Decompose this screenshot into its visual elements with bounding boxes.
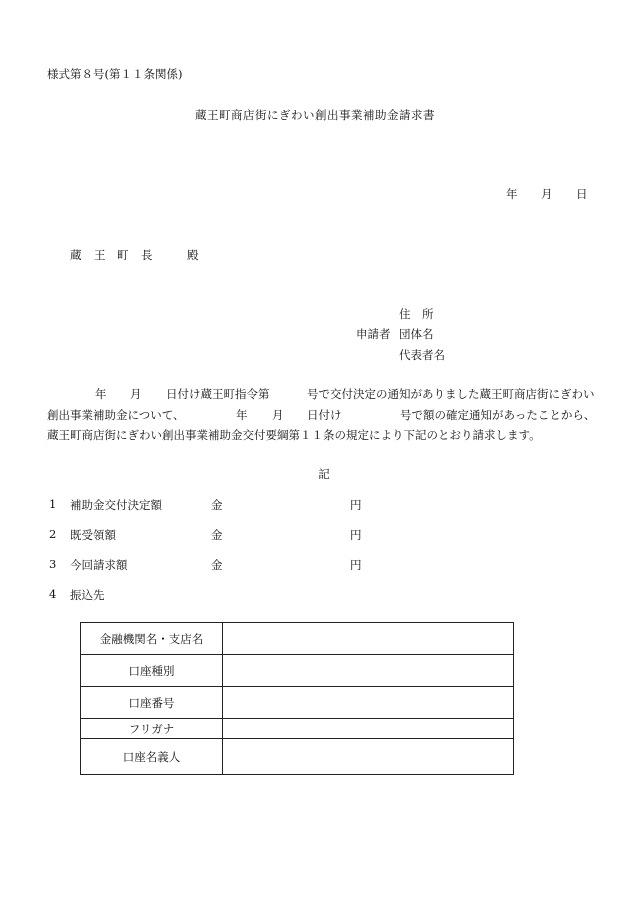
addressee-honorific: 殿 [187,248,199,262]
table-row [81,719,514,739]
furigana-label: フリガナ [81,719,223,739]
table-row [81,655,514,687]
bank-branch-name-label: 金融機関名・支店名 [81,623,223,655]
applicant-label: 申請者 [356,327,391,341]
item-number: 3 [49,557,57,571]
account-number-field[interactable] [223,687,514,719]
body-l2-year: 年 [236,408,248,422]
body-l1-month: 月 [130,387,142,401]
body-l2-month: 月 [272,408,284,422]
body-l1-text-a: 日付け蔵王町指令第 [166,387,270,401]
date-day: 日 [576,187,588,201]
account-holder-field[interactable] [223,739,514,775]
item-yen: 円 [350,558,362,572]
applicant-address-label: 住 所 [399,307,434,321]
body-l2-text-a: 創出事業補助金について、 [47,408,185,422]
body-l2-text-c: 号で額の確定通知があったことから、 [400,408,596,422]
document-title: 蔵王町商店街にぎわい創出事業補助金請求書 [195,108,435,122]
applicant-organization-label: 団体名 [399,327,434,341]
item-number: 4 [49,587,57,601]
item-label: 今回請求額 [70,558,128,572]
item-label: 振込先 [70,588,105,602]
account-number-label: 口座番号 [81,687,223,719]
item-label: 既受領額 [70,528,116,542]
account-type-field[interactable] [223,655,514,687]
item-yen: 円 [350,528,362,542]
table-row [81,623,514,655]
addressee-char: 町 [117,248,129,262]
item-kin: 金 [211,498,223,512]
item-kin: 金 [211,528,223,542]
item-number: 1 [49,497,57,511]
item-kin: 金 [211,558,223,572]
body-l3-text: 蔵王町商店街にぎわい創出事業補助金交付要綱第１１条の規定により下記のとおり請求します。 [47,428,541,442]
table-row [81,687,514,719]
body-l2-text-b: 日付け [307,408,342,422]
item-label: 補助金交付決定額 [70,498,162,512]
furigana-field[interactable] [223,719,514,739]
bank-transfer-table [80,622,514,775]
date-year: 年 [506,187,518,201]
item-number: 2 [49,527,57,541]
form-number-label: 様式第８号(第１１条関係) [47,67,183,81]
account-holder-label: 口座名義人 [81,739,223,775]
addressee-char: 王 [94,248,106,262]
applicant-representative-label: 代表者名 [399,348,445,362]
item-yen: 円 [350,498,362,512]
bank-branch-name-field[interactable] [223,623,514,655]
account-type-label: 口座種別 [81,655,223,687]
body-l1-text-b: 号で交付決定の通知がありました蔵王町商店街にぎわい [307,387,595,401]
body-l1-year: 年 [95,387,107,401]
ki-heading: 記 [318,467,330,481]
date-month: 月 [541,187,553,201]
addressee-char: 長 [141,248,153,262]
addressee-char: 蔵 [70,248,82,262]
table-row [81,739,514,775]
